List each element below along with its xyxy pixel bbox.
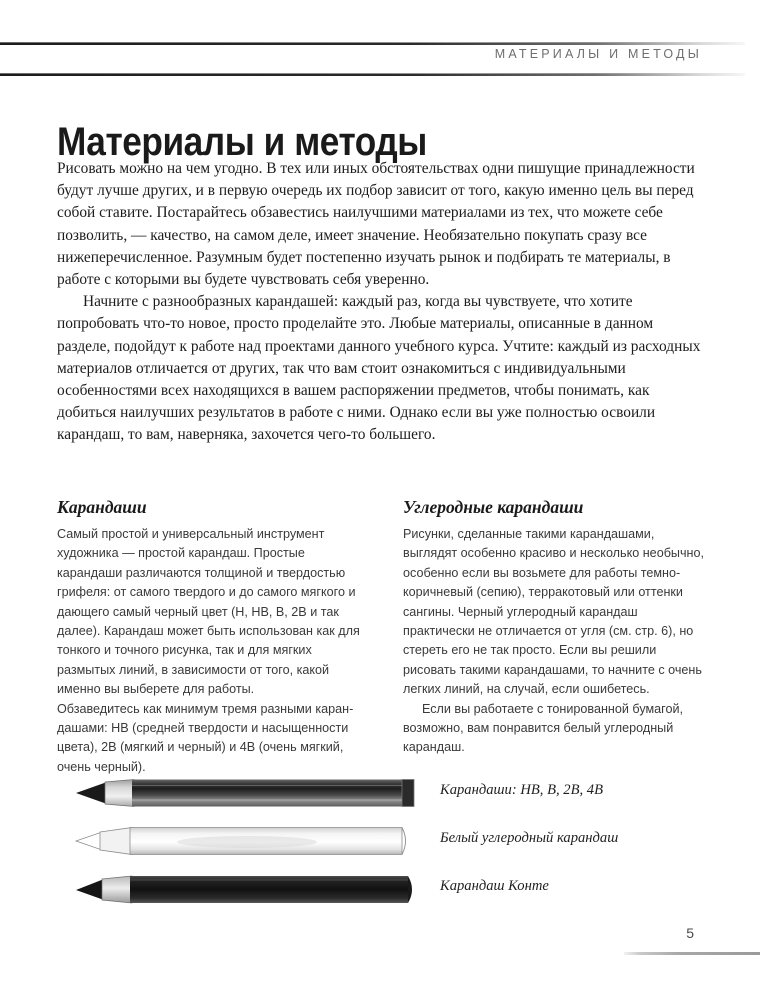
column-carbon-pencils [403,496,709,777]
page-title: Материалы и методы [57,119,427,164]
page-header [0,42,760,80]
graphite-pencil-illustration [72,776,422,810]
white-carbon-pencil-illustration [72,824,422,858]
carbon-paragraph-1: Рисунки, сделанные такими карандашами, выглядят особенно красиво и несколько необычно, особенно если вы возьмете для работы темно-коричневый (сепию), терракотовый или оттенки сангины. Черный углеродный карандаш практически не отличается от угля (см. стр. 6), но стереть его не так просто. Если вы решили рисовать такими карандашами, то начните с очень легких линий, на случай, если ошибетесь. [403,527,704,697]
pencils-paragraph-1: Самый простой и универсальный инструмент художника — простой карандаш. Простые карандаши различаются толщиной и твердостью грифеля: от самого твердого и до самого мягкого и дающего самый черный цвет (H, HB, B, 2B и так далее). Карандаш может быть использован как для тонкого и точного рисунка, так и для мягких размытых линий, в зависимости от того, какой именно вы выберете для работы. [57,527,360,697]
pencil-figure-group [72,770,692,910]
page-number: 5 [686,925,694,941]
intro-paragraph-2: Начните с разнообразных карандашей: каждый раз, когда вы чувствуете, что хотите попробовать что-то новое, просто проделайте это. Любые материалы, описанные в данном разделе, подойдут к работе над проектами данного учебного курса. Учтите: каждый из расходных материалов отличается от других, так что вам стоит ознакомиться с индивидуальными особенностями всех находящихся в вашем распоряжении предметов, чтобы понимать, как добиться наилучших результатов в работе с ними. Однако если вы уже полностью освоили карандаш, то вам, наверняка, захочется чего-то большего. [57,293,701,444]
folio-rule [624,952,760,955]
two-column-section [57,496,709,777]
running-head: МАТЕРИАЛЫ И МЕТОДЫ [494,47,702,61]
pencil-figure-row [72,776,692,810]
column-body-pencils [57,525,363,777]
intro-paragraph-1: Рисовать можно на чем угодно. В тех или иных обстоятельствах одни пишущие принадлежности будут лучше других, и в первую очередь их подбор зависит от того, какую именно цель вы перед собой ставите. Постарайтесь обзавестись наилучшими материалами из тех, что можете себе позволить, — качество, на самом деле, имеет значение. Необязательно покупать сразу все нижеперечисленное. Разумным будет постепенно изучать рынок и подбирать те материалы, в работе с которыми вы будете чувствовать себя уверенно. [57,160,695,289]
conte-pencil-illustration [72,872,422,906]
column-body-carbon-pencils [403,525,709,758]
pencil-figure-row [72,872,692,906]
column-pencils [57,496,363,777]
pencil-caption: Карандаш Конте [440,878,549,894]
pencils-paragraph-2: Обзаведитесь как минимум тремя разными карандашами: HB (средней твердости и насыщенности цвета), 2B (мягкий и черный) и 4B (очень мягкий, очень черный). [57,701,354,774]
header-rule-top [0,42,745,45]
column-heading-pencils: Карандаши [57,497,147,517]
intro-body [57,158,707,447]
pencil-caption: Белый углеродный карандаш [440,830,619,846]
column-heading-carbon-pencils: Углеродные карандаши [403,497,584,517]
carbon-paragraph-2: Если вы работаете с тонированной бумагой, возможно, вам понравится белый углеродный карандаш. [403,701,684,755]
header-rule-bottom [0,73,745,76]
pencil-caption: Карандаши: HB, B, 2B, 4B [440,782,604,798]
pencil-figure-row [72,824,692,858]
